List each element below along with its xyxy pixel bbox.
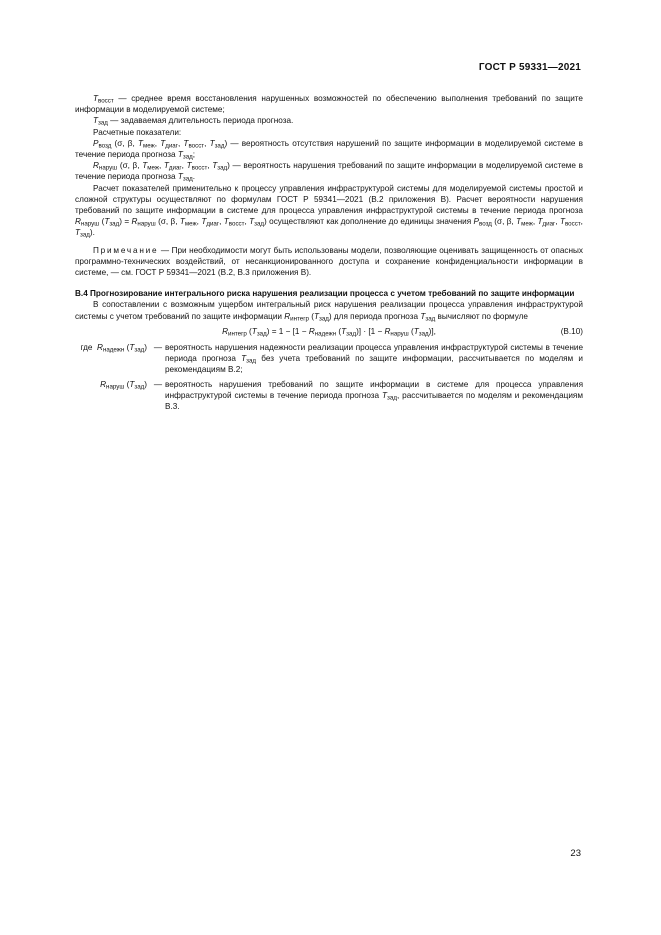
document-header: ГОСТ Р 59331—2021 bbox=[478, 62, 581, 73]
definitions-table bbox=[75, 342, 583, 415]
note-paragraph: Примечание — При необходимости могут быть использованы модели, позволяющие оценивать защищенность от опасных программно-технических воздействий, от несанкционированного доступа и сохранение конфиденциальности информации в системе, — см. ГОСТ Р 59341—2021 (В.2, В.3 приложения В). bbox=[75, 245, 583, 278]
def-r-narush: $R_{наруш}$ (σ, β, $T_{меж}$, $T_{диаг}$, $T_{восст}$, $T_{зад}$) — вероятность нарушения требований по защите информации в моделируемой системе в течение периода прогноза $T_{зад}$. bbox=[75, 161, 583, 183]
definition-row: $R_{наруш}$ $(T_{зад})$ — вероятность нарушения требований по защите информации в системе для процесса управления инфраструктурой системы в течение периода прогноза $T_{зад}$, рассчитывается по моделям и рекомендациям В.3. bbox=[100, 379, 583, 412]
def-p-vozd: $P_{возд}$ (σ, β, $T_{меж}$, $T_{диаг}$, $T_{восст}$, $T_{зад}$) — вероятность отсутствия нарушений по защите информации в моделируемой системе в течение периода прогноза $T_{зад}$; bbox=[75, 138, 583, 161]
formula-number: (В.10) bbox=[560, 326, 583, 336]
def-t-zad: $T_{зад}$ — задаваемая длительность периода прогноза. bbox=[93, 116, 294, 127]
note-label: Примечание bbox=[93, 245, 159, 255]
document-body bbox=[75, 93, 583, 415]
formula-b10 bbox=[75, 326, 583, 337]
calc-paragraph: Расчет показателей применительно к процессу управления инфраструктурой системы для моделируемой системы простой и сложной структуры осуществляют по формулам ГОСТ Р 59341—2021 (В.2 приложения В). Расчет вероятности нарушения требований по защите информации в системе для процесса управления инфраструктурой системы в течение периода прогноза $R_{наруш}$ $(T_{зад}) = R_{наруш}$ (σ, β, $T_{меж}$, $T_{диаг}$, $T_{восст}$, $T_{зад}$) осуществляют как дополнение до единицы значения $P_{возд}$ (σ, β, $T_{меж}$, $T_{диаг}$, $T_{восст}$, $T_{зад}$). bbox=[75, 183, 583, 239]
section-heading: В.4 Прогнозирование интегрального риска нарушения реализации процесса с учетом требований по защите информации bbox=[75, 289, 575, 299]
definition-row: где $R_{надежн}$ $(T_{зад})$ — вероятность нарушения надежности реализации процесса управления инфраструктурой системы в течение периода прогноза $T_{зад}$ без учета требований по защите информации, рассчитывается по моделям и рекомендациям В.2; bbox=[80, 343, 583, 375]
formula-expression: $R_{интегр}$ $(T_{зад}) = 1 - [1 - R_{надежн}$ $(T_{зад})] \cdot [1 - R_{наруш}$ $(T_{зад})$], bbox=[222, 326, 436, 338]
calc-indicators-label: Расчетные показатели: bbox=[93, 127, 182, 137]
risk-paragraph: В сопоставлении с возможным ущербом интегральный риск нарушения реализации процесса управления инфраструктурой системы с учетом требований по защите информации $R_{интегр}$ $(T_{зад})$ для периода прогноза $T_{зад}$ вычисляют по формуле bbox=[75, 300, 583, 323]
def-t-vosst: $T_{восст}$ — среднее время восстановления нарушенных возможностей по обеспечению выполнения требований по защите информации в моделируемой системе; bbox=[75, 94, 583, 115]
page-number: 23 bbox=[570, 848, 581, 859]
where-word: где bbox=[80, 343, 93, 353]
